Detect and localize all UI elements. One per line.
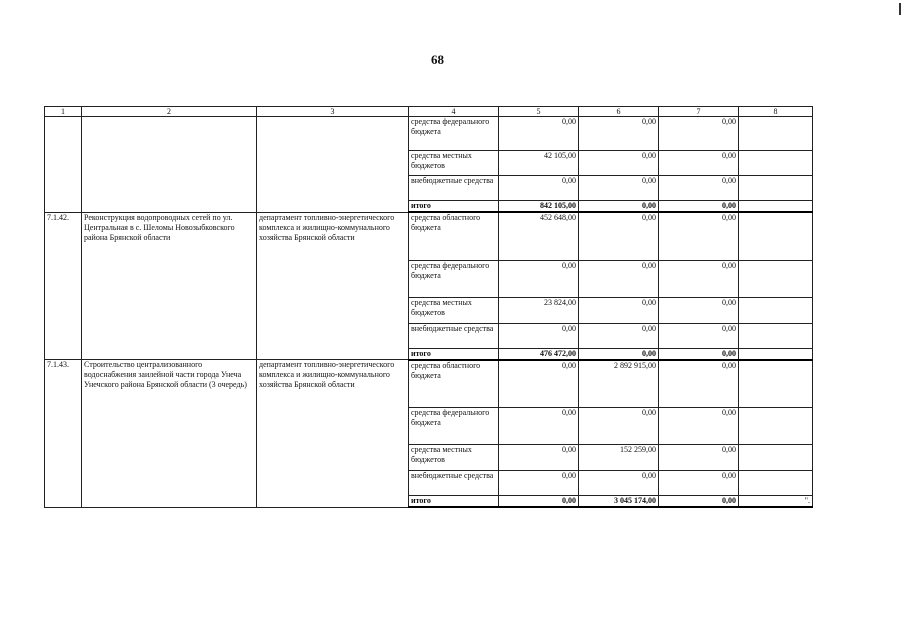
total-value: 476 472,00 xyxy=(499,348,579,360)
source-label: внебюджетные средства xyxy=(409,323,499,348)
item-executor: департамент топливно-энергетического комплекса и жилищно-коммунального хозяйства Брянской области xyxy=(257,212,409,360)
value-cell: 0,00 xyxy=(579,471,659,496)
value-cell: 0,00 xyxy=(659,471,739,496)
total-value: 0,00 xyxy=(579,201,659,213)
value-cell: 2 892 915,00 xyxy=(579,360,659,408)
source-label: средства местных бюджетов xyxy=(409,297,499,323)
item-name-cell xyxy=(82,117,257,213)
value-cell: 0,00 xyxy=(659,176,739,201)
item-name: Реконструкция водопроводных сетей по ул. Центральная в с. Шеломы Новозыбковского района Брянской области xyxy=(82,212,257,360)
empty-cell xyxy=(739,323,813,348)
value-cell: 0,00 xyxy=(499,176,579,201)
page-number: 68 xyxy=(431,52,444,67)
column-header: 6 xyxy=(579,107,659,117)
table-row xyxy=(45,360,813,408)
value-cell: 0,00 xyxy=(659,151,739,176)
value-cell: 0,00 xyxy=(499,323,579,348)
source-label: средства областного бюджета xyxy=(409,360,499,408)
value-cell: 0,00 xyxy=(659,297,739,323)
empty-cell xyxy=(739,151,813,176)
column-header: 3 xyxy=(257,107,409,117)
empty-cell xyxy=(739,260,813,297)
value-cell: 0,00 xyxy=(579,297,659,323)
empty-cell xyxy=(739,297,813,323)
value-cell: 0,00 xyxy=(579,260,659,297)
empty-cell xyxy=(739,348,813,360)
value-cell: 0,00 xyxy=(499,360,579,408)
value-cell: 0,00 xyxy=(499,445,579,471)
total-value: 0,00 xyxy=(659,496,739,508)
column-header: 8 xyxy=(739,107,813,117)
value-cell: 0,00 xyxy=(579,151,659,176)
closing-quote-mark: ". xyxy=(739,496,813,508)
total-value: 842 105,00 xyxy=(499,201,579,213)
value-cell: 0,00 xyxy=(659,445,739,471)
source-label: средства местных бюджетов xyxy=(409,151,499,176)
empty-cell xyxy=(739,471,813,496)
value-cell: 0,00 xyxy=(579,176,659,201)
value-cell: 0,00 xyxy=(659,360,739,408)
value-cell: 0,00 xyxy=(499,408,579,445)
total-value: 0,00 xyxy=(659,201,739,213)
source-label: средства федерального бюджета xyxy=(409,117,499,151)
value-cell: 0,00 xyxy=(499,117,579,151)
empty-cell xyxy=(739,445,813,471)
empty-cell xyxy=(739,360,813,408)
empty-cell xyxy=(739,117,813,151)
column-header: 4 xyxy=(409,107,499,117)
value-cell: 0,00 xyxy=(659,323,739,348)
value-cell: 0,00 xyxy=(659,260,739,297)
value-cell: 0,00 xyxy=(659,408,739,445)
column-header: 5 xyxy=(499,107,579,117)
total-value: 0,00 xyxy=(499,496,579,508)
source-label: средства местных бюджетов xyxy=(409,445,499,471)
item-executor: департамент топливно-энергетического комплекса и жилищно-коммунального хозяйства Брянской области xyxy=(257,360,409,508)
value-cell: 0,00 xyxy=(579,117,659,151)
item-number: 7.1.42. xyxy=(45,212,82,360)
item-name: Строительство централизованного водоснабжения заилейной части города Унеча Унечского района Брянской области (3 очередь) xyxy=(82,360,257,508)
scan-edge-mark xyxy=(899,3,901,15)
value-cell: 0,00 xyxy=(579,408,659,445)
total-value: 3 045 174,00 xyxy=(579,496,659,508)
value-cell: 0,00 xyxy=(499,471,579,496)
column-header: 1 xyxy=(45,107,82,117)
total-value: 0,00 xyxy=(579,348,659,360)
source-label: средства федерального бюджета xyxy=(409,408,499,445)
item-number: 7.1.43. xyxy=(45,360,82,508)
value-cell: 23 824,00 xyxy=(499,297,579,323)
value-cell: 152 259,00 xyxy=(579,445,659,471)
source-label: внебюджетные средства xyxy=(409,176,499,201)
column-number-row xyxy=(45,107,813,117)
executor-cell xyxy=(257,117,409,213)
budget-table xyxy=(44,106,813,508)
source-label: внебюджетные средства xyxy=(409,471,499,496)
value-cell: 0,00 xyxy=(579,212,659,260)
source-label: средства областного бюджета xyxy=(409,212,499,260)
total-label: итого xyxy=(409,496,499,508)
item-number-cell xyxy=(45,117,82,213)
empty-cell xyxy=(739,176,813,201)
empty-cell xyxy=(739,212,813,260)
column-header: 7 xyxy=(659,107,739,117)
value-cell: 0,00 xyxy=(579,323,659,348)
total-label: итого xyxy=(409,348,499,360)
column-header: 2 xyxy=(82,107,257,117)
value-cell: 0,00 xyxy=(499,260,579,297)
table-row xyxy=(45,117,813,151)
total-label: итого xyxy=(409,201,499,213)
total-value: 0,00 xyxy=(659,348,739,360)
value-cell: 452 648,00 xyxy=(499,212,579,260)
source-label: средства федерального бюджета xyxy=(409,260,499,297)
value-cell: 0,00 xyxy=(659,117,739,151)
table-row xyxy=(45,212,813,260)
empty-cell xyxy=(739,408,813,445)
empty-cell xyxy=(739,201,813,213)
value-cell: 0,00 xyxy=(659,212,739,260)
value-cell: 42 105,00 xyxy=(499,151,579,176)
